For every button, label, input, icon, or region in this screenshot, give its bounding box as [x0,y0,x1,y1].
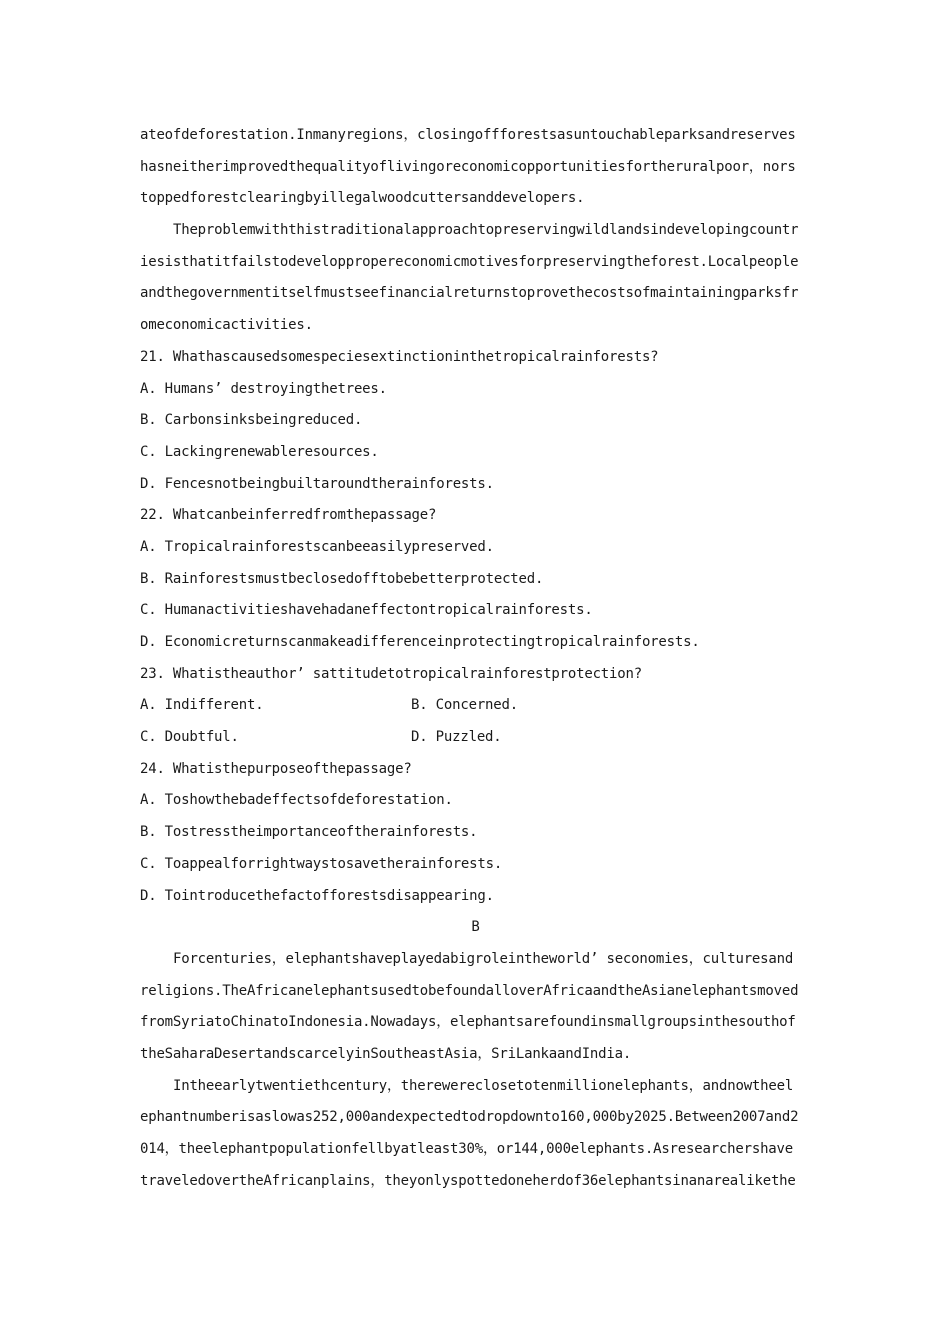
passage-a-line: Theproblemwiththistraditionalapproachtopreservingwildlandsindevelopingcountr [173,222,799,239]
passage-a-line: hasneitherimprovedthequalityoflivingoreconomicopportunitiesfortheruralpoor，nors [140,158,796,175]
question-24-option-b: B. Tostresstheimportanceoftherainforests. [140,824,478,841]
question-23-option-c: C. Doubtful. [140,729,239,746]
question-21-stem: 21. Whathascausedsomespeciesextinctioninthetropicalrainforests? [140,348,659,365]
question-23-option-b: B. Concerned. [411,697,518,714]
passage-b-line: fromSyriatoChinatoIndonesia.Nowadays，elephantsarefoundinsmallgroupsinthesouthof [140,1014,796,1031]
passage-b-line: theSaharaDesertandscarcelyinSoutheastAsia，SriLankaandIndia. [140,1045,632,1062]
question-24-option-a: A. Toshowthebadeffectsofdeforestation. [140,792,453,809]
question-21-option-d: D. Fencesnotbeingbuiltaroundtherainforests. [140,475,494,492]
question-22-stem: 22. Whatcanbeinferredfromthepassage? [140,507,437,524]
question-21-option-a: A. Humans’ destroyingthetrees. [140,380,387,397]
passage-a-line: andthegovernmentitselfmustseefinancialreturnstoprovethecostsofmaintainingparksfr [140,285,799,302]
question-22-option-d: D. Economicreturnscanmakeadifferenceinprotectingtropicalrainforests. [140,634,700,650]
passage-b-line: Intheearlytwentiethcentury，therewereclosetotenmillionelephants，andnowtheel [173,1077,794,1094]
question-23-options-row [140,690,811,722]
question-23-option-d: D. Puzzled. [411,729,502,746]
passage-a-line: iesisthatitfailstodeveloppropereconomicmotivesforpreservingtheforest.Localpeople [140,253,799,270]
question-21-option-c: C. Lackingrenewableresources. [140,443,379,460]
question-21-option-b: B. Carbonsinksbeingreduced. [140,412,363,429]
question-24-option-c: C. Toappealforrightwaystosavetherainforests. [140,855,503,872]
passage-b-line: 014，theelephantpopulationfellbyatleast30%，or144,000elephants.Asresearchershave [140,1141,793,1157]
question-23-options-row [140,722,811,754]
passage-a-line: toppedforestclearingbyillegalwoodcuttersanddevelopers. [140,190,585,207]
section-b-heading: B [471,919,480,936]
question-23-option-a: A. Indifferent. [140,697,264,714]
document-body [140,120,811,1197]
passage-b-line: traveledovertheAfricanplains，theyonlyspottedoneherdof36elephantsinanarealikethe [140,1172,796,1189]
question-22-option-a: A. Tropicalrainforestscanbeeasilypreserved. [140,538,494,555]
question-22-option-b: B. Rainforestsmustbeclosedofftobebetterprotected. [140,570,544,587]
passage-b-line: religions.TheAfricanelephantsusedtobefoundalloverAfricaandtheAsianelephantsmoved [140,982,799,999]
question-23-stem: 23. Whatistheauthor’ sattitudetotropicalrainforestprotection? [140,665,642,682]
passage-a-line: ateofdeforestation.Inmanyregions，closingoffforestsasuntouchableparksandreserves [140,127,796,143]
passage-b-line: ephantnumberisaslowas252,000andexpectedtodropdownto160,000by2025.Between2007and2 [140,1109,799,1126]
question-22-option-c: C. Humanactivitieshavehadaneffectontropicalrainforests. [140,602,593,619]
question-24-stem: 24. Whatisthepurposeofthepassage? [140,760,412,777]
question-24-option-d: D. Tointroducethefactofforestsdisappearing. [140,887,494,904]
passage-a-line: omeconomicactivities. [140,317,313,334]
passage-b-line: Forcenturies，elephantshaveplayedabigroleintheworld’ seconomies，culturesand [173,950,794,967]
